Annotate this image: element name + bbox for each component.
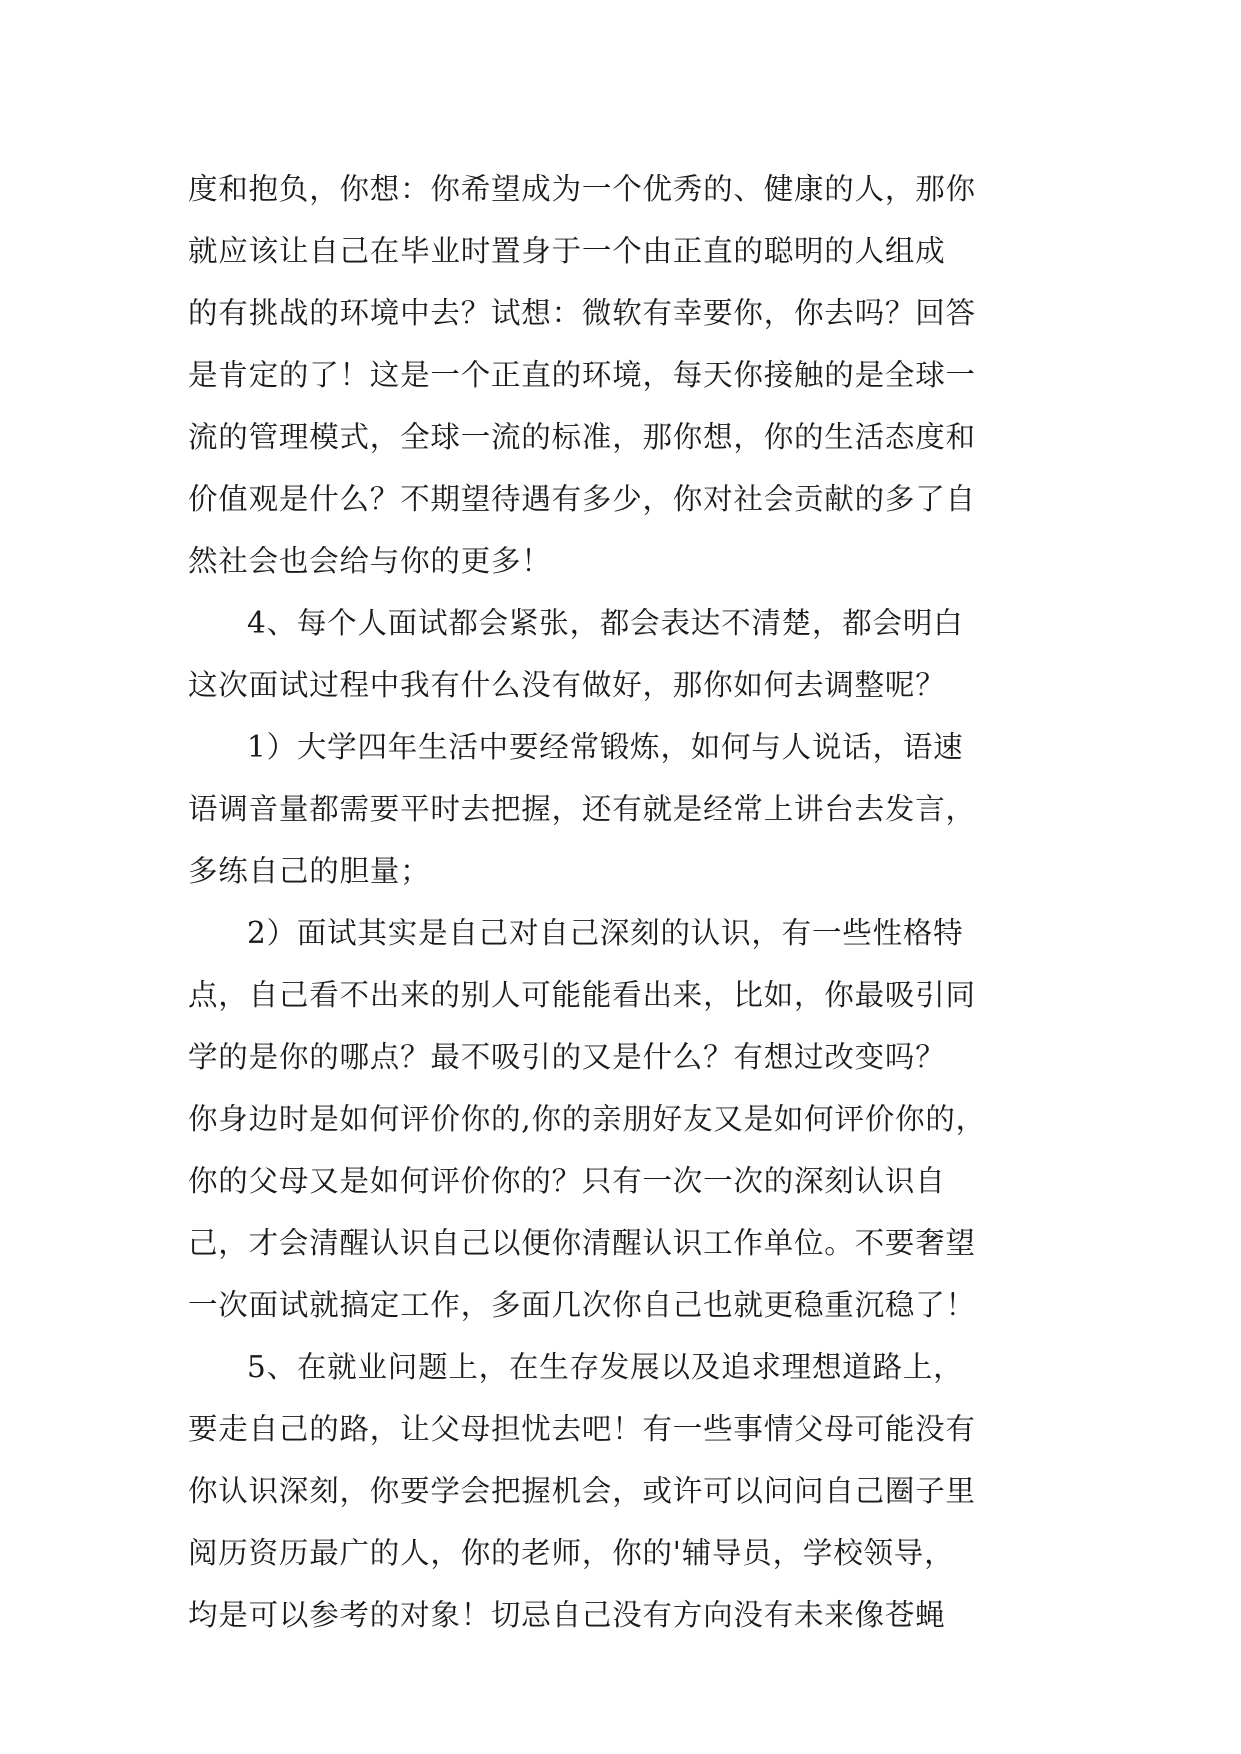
text-line: 要走自己的路，让父母担忧去吧！有一些事情父母可能没有	[188, 1412, 976, 1446]
text-line: 语调音量都需要平时去把握，还有就是经常上讲台去发言，	[188, 792, 976, 826]
text-line: 的有挑战的环境中去？试想：微软有幸要你，你去吗？回答	[188, 296, 976, 330]
text-line: 度和抱负，你想：你希望成为一个优秀的、健康的人，那你	[188, 172, 976, 206]
text-line: 你的父母又是如何评价你的？只有一次一次的深刻认识自	[188, 1164, 946, 1198]
text-line: 点，自己看不出来的别人可能能看出来，比如，你最吸引同	[188, 978, 976, 1012]
text-line: 均是可以参考的对象！切忌自己没有方向没有未来像苍蝇	[188, 1598, 946, 1632]
text-line: 己，才会清醒认识自己以便你清醒认识工作单位。不要奢望	[188, 1226, 976, 1260]
paragraph-start-line: 5、在就业问题上，在生存发展以及追求理想道路上，	[247, 1350, 964, 1384]
body-text	[188, 158, 1068, 1646]
text-line: 然社会也会给与你的更多！	[188, 544, 552, 578]
text-line: 是肯定的了！这是一个正直的环境，每天你接触的是全球一	[188, 358, 976, 392]
text-line: 就应该让自己在毕业时置身于一个由正直的聪明的人组成	[188, 234, 946, 268]
paragraph-start-line: 4、每个人面试都会紧张，都会表达不清楚，都会明白	[247, 606, 964, 640]
paragraph-start-line: 2）面试其实是自己对自己深刻的认识，有一些性格特	[247, 916, 964, 950]
text-line: 你身边时是如何评价你的,你的亲朋好友又是如何评价你的，	[188, 1102, 986, 1136]
text-line: 学的是你的哪点？最不吸引的又是什么？有想过改变吗？	[188, 1040, 946, 1074]
text-line: 你认识深刻，你要学会把握机会，或许可以问问自己圈子里	[188, 1474, 976, 1508]
text-line: 流的管理模式，全球一流的标准，那你想，你的生活态度和	[188, 420, 976, 454]
text-line: 多练自己的胆量；	[188, 854, 431, 888]
text-line: 一次面试就搞定工作，多面几次你自己也就更稳重沉稳了！	[188, 1288, 976, 1322]
text-line: 价值观是什么？不期望待遇有多少，你对社会贡献的多了自	[188, 482, 976, 516]
text-line: 阅历资历最广的人，你的老师，你的'辅导员，学校领导，	[188, 1536, 955, 1570]
paragraph-start-line: 1）大学四年生活中要经常锻炼，如何与人说话，语速	[247, 730, 964, 764]
text-line: 这次面试过程中我有什么没有做好，那你如何去调整呢？	[188, 668, 946, 702]
